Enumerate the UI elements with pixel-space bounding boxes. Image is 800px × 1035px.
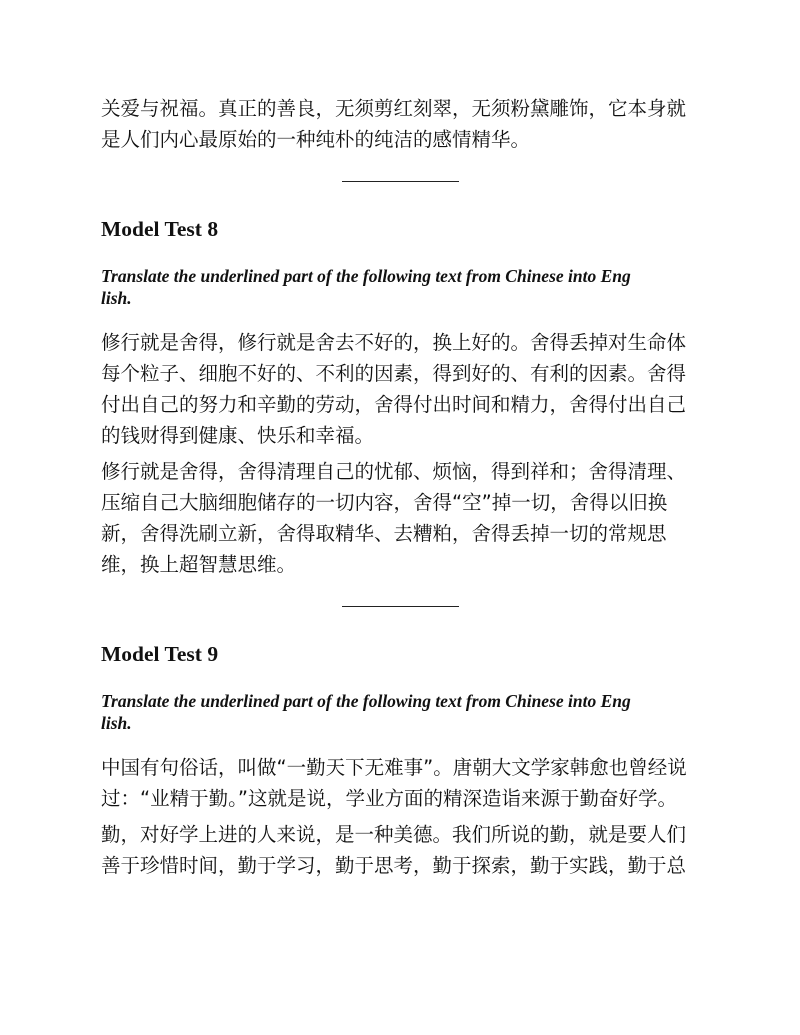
instruction-line: lish. bbox=[101, 288, 132, 308]
text-line: 勤，对好学上进的人来说，是一种美德。我们所说的勤，就是要人们 bbox=[101, 823, 687, 846]
intro-paragraph bbox=[101, 93, 701, 155]
text-line: 修行就是舍得，修行就是舍去不好的，换上好的。舍得丢掉对生命体 bbox=[101, 331, 687, 354]
text-line: 的钱财得到健康、快乐和幸福。 bbox=[101, 424, 375, 447]
section-heading-model-test-9: Model Test 9 bbox=[101, 642, 219, 666]
instruction-model-test-8 bbox=[101, 265, 701, 309]
section-divider bbox=[342, 181, 459, 182]
text-line: 中国有句俗话，叫做“一勤天下无难事”。唐朝大文学家韩愈也曾经说 bbox=[101, 756, 687, 779]
text-line: 付出自己的努力和辛勤的劳动，舍得付出时间和精力，舍得付出自己 bbox=[101, 393, 687, 416]
text-line: 新，舍得洗刷立新，舍得取精华、去糟粕，舍得丢掉一切的常规思 bbox=[101, 522, 667, 545]
text-line: 过：“业精于勤。”这就是说，学业方面的精深造诣来源于勤奋好学。 bbox=[101, 787, 677, 810]
model-test-9-paragraph-1 bbox=[101, 752, 701, 814]
instruction-line: lish. bbox=[101, 713, 132, 733]
model-test-9-paragraph-2 bbox=[101, 819, 701, 881]
text-line: 是人们内心最原始的一种纯朴的纯洁的感情精华。 bbox=[101, 128, 531, 151]
text-line: 每个粒子、细胞不好的、不利的因素，得到好的、有利的因素。舍得 bbox=[101, 362, 687, 385]
instruction-line: Translate the underlined part of the following text from Chinese into Eng bbox=[101, 266, 631, 286]
model-test-8-paragraph-2 bbox=[101, 456, 701, 580]
model-test-8-paragraph-1 bbox=[101, 327, 701, 451]
instruction-model-test-9 bbox=[101, 690, 701, 734]
text-line: 修行就是舍得，舍得清理自己的忧郁、烦恼，得到祥和；舍得清理、 bbox=[101, 460, 687, 483]
section-divider bbox=[342, 606, 459, 607]
instruction-line: Translate the underlined part of the following text from Chinese into Eng bbox=[101, 691, 631, 711]
text-line: 维，换上超智慧思维。 bbox=[101, 553, 297, 576]
text-line: 压缩自己大脑细胞储存的一切内容，舍得“空”掉一切，舍得以旧换 bbox=[101, 491, 668, 514]
text-line: 善于珍惜时间，勤于学习，勤于思考，勤于探索，勤于实践，勤于总 bbox=[101, 854, 687, 877]
text-line: 关爱与祝福。真正的善良，无须剪红刻翠，无须粉黛雕饰，它本身就 bbox=[101, 97, 687, 120]
section-heading-model-test-8: Model Test 8 bbox=[101, 217, 219, 241]
